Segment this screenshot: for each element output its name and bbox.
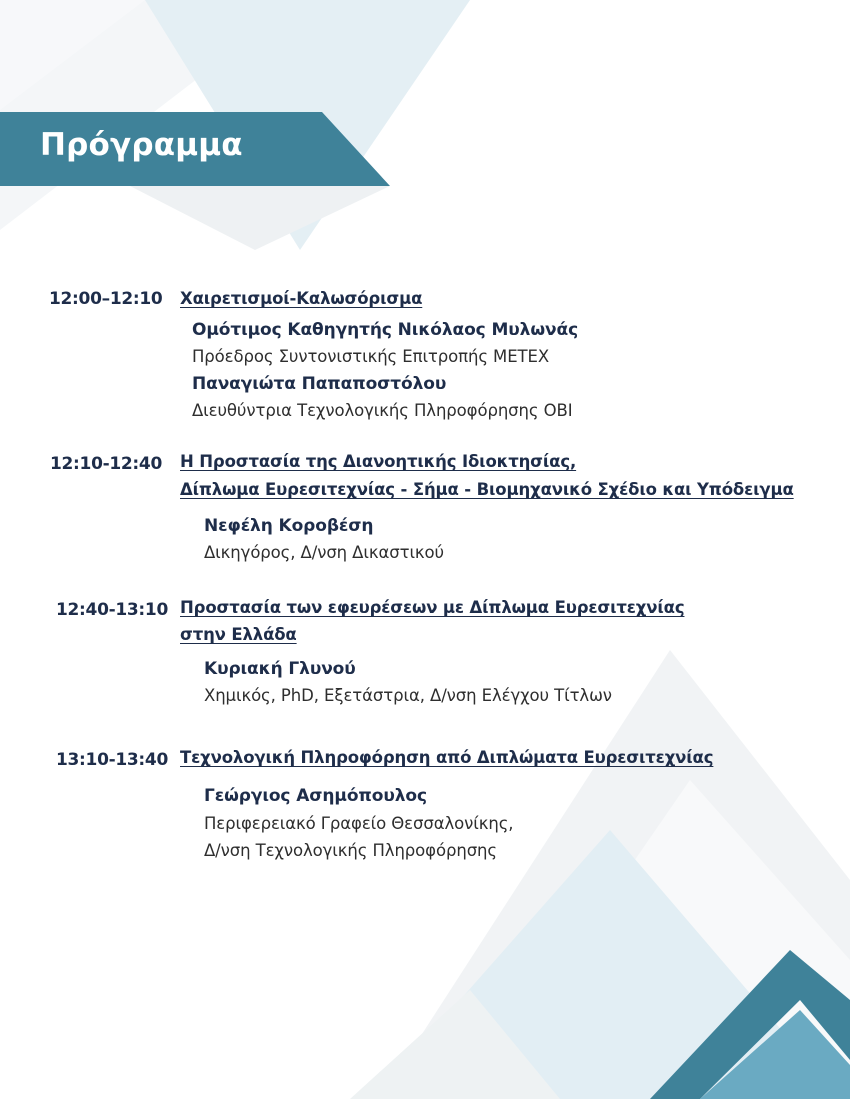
- session-title[interactable]: Χαιρετισμοί-Καλωσόρισμα: [180, 289, 423, 308]
- speaker-name: Νεφέλη Κοροβέση: [204, 516, 374, 536]
- speaker-name: Παναγιώτα Παπαποστόλου: [192, 374, 447, 394]
- speaker-name: Γεώργιος Ασημόπουλος: [204, 786, 427, 806]
- session-title[interactable]: Η Προστασία της Διανοητικής Ιδιοκτησίας,: [180, 452, 577, 471]
- session-title[interactable]: στην Ελλάδα: [180, 625, 297, 644]
- page-title: Πρόγραμμα: [40, 127, 243, 163]
- speaker-role: Δικηγόρος, Δ/νση Δικαστικού: [204, 543, 444, 562]
- session-title[interactable]: Τεχνολογική Πληροφόρηση από Διπλώματα Ευρεσιτεχνίας: [180, 748, 714, 767]
- speaker-role: Δ/νση Τεχνολογικής Πληροφόρησης: [204, 841, 497, 860]
- speaker-name: Ομότιμος Καθηγητής Νικόλαος Μυλωνάς: [192, 320, 579, 340]
- session-time: 12:40-13:10: [56, 600, 168, 620]
- bg-triangle-mid-grey: [130, 186, 390, 250]
- session-time: 12:10-12:40: [50, 454, 162, 474]
- session-title[interactable]: Δίπλωμα Ευρεσιτεχνίας - Σήμα - Βιομηχανικό Σχέδιο και Υπόδειγμα: [180, 480, 794, 499]
- speaker-role: Πρόεδρος Συντονιστικής Επιτροπής ΜΕΤΕΧ: [192, 347, 550, 366]
- session-title[interactable]: Προστασία των εφευρέσεων με Δίπλωμα Ευρεσιτεχνίας: [180, 598, 685, 617]
- speaker-name: Κυριακή Γλυνού: [204, 659, 356, 679]
- speaker-role: Περιφερειακό Γραφείο Θεσσαλονίκης,: [204, 814, 514, 833]
- speaker-role: Διευθύντρια Τεχνολογικής Πληροφόρησης ΟΒΙ: [192, 401, 573, 420]
- session-time: 13:10-13:40: [56, 750, 168, 770]
- speaker-role: Χημικός, PhD, Εξετάστρια, Δ/νση Ελέγχου Τίτλων: [204, 686, 612, 705]
- session-time: 12:00–12:10: [49, 289, 163, 309]
